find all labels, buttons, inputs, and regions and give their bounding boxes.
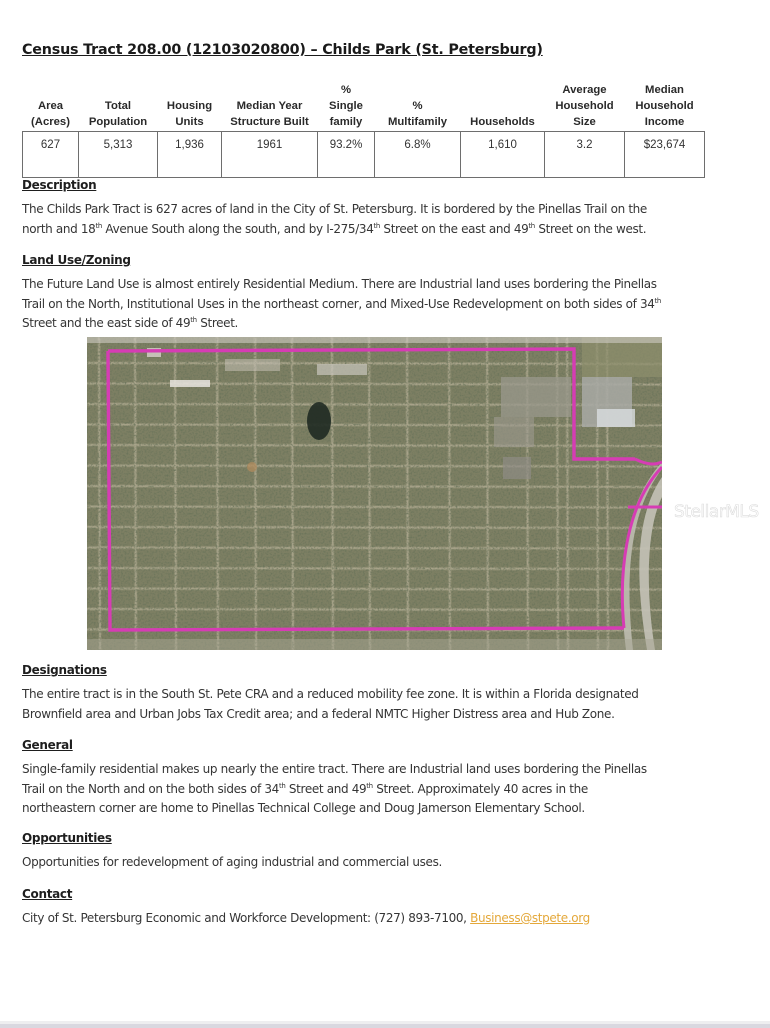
header-line — [461, 82, 545, 98]
table-cell: 627 — [23, 132, 79, 178]
text-line — [22, 780, 757, 800]
text-line — [22, 705, 757, 725]
description-text — [22, 200, 757, 239]
text-run: Street on the west. — [534, 221, 647, 236]
general-heading: General — [22, 738, 73, 752]
document-title: Census Tract 208.00 (12103020800) – Childs Park (St. Petersburg) — [22, 42, 543, 58]
text-run: Street. Approximately 40 acres in the — [372, 781, 588, 796]
header-line: Single — [329, 100, 363, 112]
ordinal-suffix: th — [366, 781, 373, 790]
stellarmls-watermark: StellarMLS — [674, 502, 759, 522]
header-line: % — [340, 84, 352, 96]
header-line: Units — [175, 116, 204, 128]
text-line — [22, 200, 757, 220]
ordinal-suffix: th — [654, 296, 662, 305]
opportunities-heading: Opportunities — [22, 831, 112, 845]
table-header-cell — [545, 82, 625, 132]
table-header-cell — [461, 82, 545, 132]
table-cell: 5,313 — [79, 132, 158, 178]
header-line — [158, 82, 222, 98]
ordinal-suffix: th — [278, 781, 286, 790]
table-cell: 1,610 — [461, 132, 545, 178]
text-line — [22, 275, 757, 295]
table-header-cell — [375, 82, 461, 132]
contact-heading: Contact — [22, 887, 73, 901]
designations-text — [22, 685, 757, 724]
text-line — [22, 685, 757, 705]
header-line: Population — [88, 116, 148, 128]
header-line: Households — [470, 116, 535, 128]
header-line: (Acres) — [31, 116, 70, 128]
page-bottom-bar — [0, 1024, 770, 1028]
pond — [307, 402, 331, 440]
header-line: Multifamily — [388, 116, 447, 128]
text-line — [22, 220, 757, 240]
text-run: Street and 49 — [285, 781, 367, 796]
text-run: Street. — [196, 316, 239, 330]
header-line — [79, 82, 158, 98]
header-line: Income — [644, 116, 685, 128]
table-header-cell — [318, 82, 375, 132]
header-line: Area — [37, 100, 64, 112]
table-header-cell — [158, 82, 222, 132]
contact-info: City of St. Petersburg Economic and Workforce Development: (727) 893-7100, — [22, 911, 471, 925]
land-use-heading: Land Use/Zoning — [22, 253, 131, 267]
header-line: Median — [645, 84, 684, 96]
header-line: Total — [104, 100, 132, 112]
contact-email-link[interactable]: Business@stpete.org — [470, 911, 590, 925]
table-cell: $23,674 — [625, 132, 705, 178]
header-line: Size — [573, 116, 596, 128]
opportunities-text: Opportunities for redevelopment of aging industrial and commercial uses. — [22, 855, 442, 869]
text-line — [22, 760, 757, 780]
header-line: Housing — [166, 100, 213, 112]
text-run: Street and the east side of 49 — [22, 316, 191, 330]
text-line — [22, 314, 757, 334]
census-stats-table — [22, 82, 705, 178]
header-line — [461, 98, 545, 114]
table-header-cell — [79, 82, 158, 132]
text-run: Brownfield area and Urban Jobs Tax Credit area; and a federal NMTC Higher Distress area and Hub Zone. — [22, 706, 615, 721]
table-cell: 6.8% — [375, 132, 461, 178]
table-header-cell — [625, 82, 705, 132]
land-use-text — [22, 275, 757, 334]
header-line — [23, 82, 79, 98]
header-line: Household — [555, 100, 614, 112]
ordinal-suffix: th — [190, 316, 197, 324]
header-line: family — [329, 116, 363, 128]
header-line: Median Year — [236, 100, 303, 112]
text-run: north and 18 — [22, 221, 96, 236]
header-line — [375, 82, 461, 98]
general-text — [22, 760, 757, 819]
ordinal-suffix: th — [373, 221, 380, 230]
text-line — [22, 799, 757, 819]
table-cell: 1,936 — [158, 132, 222, 178]
contact-text — [22, 909, 757, 929]
description-heading: Description — [22, 178, 97, 192]
table-cell: 1961 — [222, 132, 318, 178]
header-line — [222, 82, 318, 98]
designations-heading: Designations — [22, 663, 107, 677]
text-run: Trail on the North, Institutional Uses in the northeast corner, and Mixed-Use Redevelopment on both sides of 34 — [22, 296, 655, 311]
table-cell: 3.2 — [545, 132, 625, 178]
header-line: % — [412, 100, 423, 112]
text-run: The Future Land Use is almost entirely Residential Medium. There are Industrial land uses bordering the Pinellas — [22, 277, 657, 291]
aerial-map — [87, 337, 662, 650]
header-line: Average — [562, 84, 607, 96]
header-line: Household — [635, 100, 694, 112]
ordinal-suffix: th — [528, 221, 535, 230]
table-row — [23, 132, 705, 178]
table-header-cell — [222, 82, 318, 132]
ordinal-suffix: th — [95, 221, 102, 230]
text-run: Avenue South along the south, and by I-275/34 — [101, 221, 374, 236]
table-cell: 93.2% — [318, 132, 375, 178]
header-line: Structure Built — [230, 116, 309, 128]
text-run: Single-family residential makes up nearly the entire tract. There are Industrial land uses bordering the Pinellas — [22, 762, 647, 776]
aerial-map-image — [87, 337, 662, 650]
text-run: Street on the east and 49 — [379, 221, 529, 236]
table-header-cell — [23, 82, 79, 132]
text-run: Trail on the North and on the both sides of 34 — [22, 781, 279, 796]
text-line — [22, 295, 757, 315]
text-run: The Childs Park Tract is 627 acres of land in the City of St. Petersburg. It is bordered by the Pinellas Trail on the — [22, 202, 647, 216]
text-run: northeastern corner are home to Pinellas Technical College and Doug Jamerson Elementary School. — [22, 801, 585, 815]
table-header-row — [23, 82, 705, 132]
text-run: The entire tract is in the South St. Pete CRA and a reduced mobility fee zone. It is within a Florida designated — [22, 687, 639, 701]
